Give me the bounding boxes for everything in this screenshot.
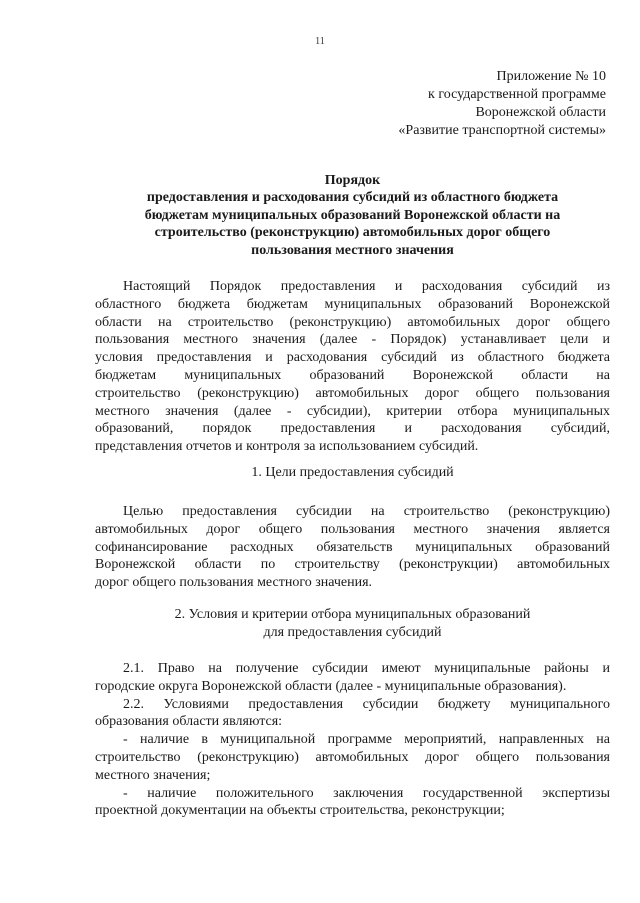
appendix-line: к государственной программе [428, 87, 606, 102]
text-line: - наличие положительного заключения государственной экспертизы [123, 785, 610, 801]
text-line: условия предоставления и расходования субсидий из областного бюджета [95, 350, 610, 366]
text-line: городские округа Воронежской области (далее - муниципальные образования). [95, 678, 567, 694]
text-line: местного значения (далее - субсидии), критерии отбора муниципальных [95, 403, 610, 419]
title-line: пользования местного значения [251, 242, 454, 258]
appendix-line: «Развитие транспортной системы» [398, 123, 606, 138]
heading-line: 2. Условия и критерии отбора муниципальных образований [174, 607, 531, 622]
text-line: образования области являются: [95, 714, 283, 730]
text-line: областного бюджета бюджетам муниципальных образований Воронежской [95, 296, 610, 312]
text-line: - наличие в муниципальной программе мероприятий, направленных на [123, 732, 610, 748]
document-title [95, 172, 610, 259]
section-1-paragraph [95, 503, 610, 592]
text-line: автомобильных дорог общего пользования местного значения является [95, 521, 610, 537]
appendix-line: Приложение № 10 [496, 69, 606, 84]
intro-paragraph [95, 278, 610, 456]
text-line: проектной документации на объекты строительства, реконструкции; [95, 803, 505, 819]
text-line: 2.2. Условиями предоставления субсидии бюджету муниципального [123, 696, 610, 712]
appendix-header [398, 68, 606, 140]
text-line: представления отчетов и контроля за использованием субсидий. [95, 439, 479, 455]
text-line: бюджетам муниципальных образований Воронежской области на [95, 367, 610, 383]
title-line: бюджетам муниципальных образований Воронежской области на [144, 207, 561, 223]
page-number: 11 [315, 36, 325, 47]
text-line: Воронежской области по строительству (реконструкции) автомобильных [95, 557, 610, 573]
title-line: строительство (реконструкцию) автомобильных дорог общего [154, 225, 551, 241]
text-line: строительство (реконструкцию) автомобильных дорог общего пользования [95, 749, 610, 765]
section-2-heading [95, 606, 610, 642]
section-1-heading: 1. Цели предоставления субсидий [251, 465, 454, 480]
section-2-paragraph [95, 660, 610, 820]
text-line: дорог общего пользования местного значения. [95, 575, 373, 591]
title-line: предоставления и расходования субсидий из областного бюджета [146, 190, 559, 206]
appendix-line: Воронежской области [475, 105, 606, 120]
title-line: Порядок [324, 173, 381, 188]
text-line: пользования местного значения (далее - Порядок) устанавливает цели и [95, 332, 610, 348]
text-line: софинансирование расходных обязательств муниципальных образований [95, 539, 610, 555]
text-line: 2.1. Право на получение субсидии имеют муниципальные районы и [123, 661, 610, 676]
text-line: местного значения; [95, 767, 211, 783]
heading-line: для предоставления субсидий [263, 624, 442, 640]
text-line: области на строительство (реконструкцию) автомобильных дорог общего [95, 314, 610, 330]
text-line: образований, порядок предоставления и расходования субсидий, [95, 421, 610, 437]
text-line: Настоящий Порядок предоставления и расходования субсидий из [123, 279, 610, 294]
text-line: строительство (реконструкцию) автомобильных дорог общего пользования [95, 385, 610, 401]
text-line: Целью предоставления субсидии на строительство (реконструкцию) [123, 504, 610, 519]
